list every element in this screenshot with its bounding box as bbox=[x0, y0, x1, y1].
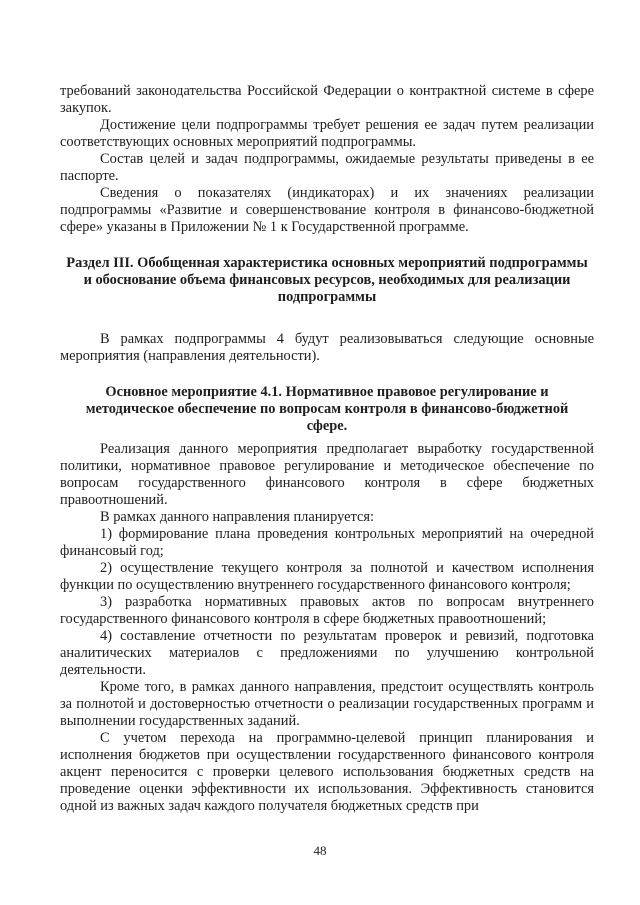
activity-heading: Основное мероприятие 4.1. Нормативное правовое регулирование и методическое обеспечение по вопросам контроля в финансово-бюджетной сфере. bbox=[85, 384, 569, 434]
paragraph: С учетом перехода на программно-целевой принцип планирования и исполнения бюджетов при осуществлении государственного финансового контроля акцент переносится с проверки целевого использования бюджетных средств на проведение оценки эффективности их использования. Эффективность становится одной из важных задач каждого получателя бюджетных средств при bbox=[60, 730, 594, 814]
spacer bbox=[60, 236, 594, 255]
paragraph: Достижение цели подпрограммы требует решения ее задач путем реализации соответствующих основных мероприятий подпрограммы. bbox=[60, 117, 594, 150]
section-heading: Раздел III. Обобщенная характеристика основных мероприятий подпрограммы и обоснование объема финансовых ресурсов, необходимых для реализации подпрограммы bbox=[66, 255, 588, 305]
page-number: 48 bbox=[313, 843, 327, 858]
paragraph: Сведения о показателях (индикаторах) и их значениях реализации подпрограммы «Развитие и совершенствование контроля в финансово-бюджетной сфере» указаны в Приложении № 1 к Государственной программе. bbox=[60, 185, 594, 235]
spacer bbox=[60, 306, 594, 331]
list-item: 3) разработка нормативных правовых актов по вопросам внутреннего государственного финансового контроля в сфере бюджетных правоотношений; bbox=[60, 594, 594, 627]
spacer bbox=[60, 365, 594, 384]
paragraph-continuation: требований законодательства Российской Федерации о контрактной системе в сфере закупок. bbox=[60, 83, 594, 116]
list-item: 1) формирование плана проведения контрольных мероприятий на очередной финансовый год; bbox=[60, 526, 594, 559]
list-item: 4) составление отчетности по результатам проверок и ревизий, подготовка аналитических материалов с предложениями по улучшению контрольной деятельности. bbox=[60, 628, 594, 678]
paragraph: В рамках данного направления планируется: bbox=[100, 509, 374, 525]
paragraph: Состав целей и задач подпрограммы, ожидаемые результаты приведены в ее паспорте. bbox=[60, 151, 594, 184]
paragraph: В рамках подпрограммы 4 будут реализовываться следующие основные мероприятия (направления деятельности). bbox=[60, 331, 594, 364]
paragraph: Кроме того, в рамках данного направления, предстоит осуществлять контроль за полнотой и достоверностью отчетности о реализации государственных программ и выполнении государственных заданий. bbox=[60, 679, 594, 729]
list-item: 2) осуществление текущего контроля за полнотой и качеством исполнения функции по осуществлению внутреннего государственного финансового контроля; bbox=[60, 560, 594, 593]
paragraph: Реализация данного мероприятия предполагает выработку государственной политики, нормативное правовое регулирование и методическое обеспечение по вопросам государственного финансового контроля в сфере бюджетных правоотношений. bbox=[60, 441, 594, 508]
